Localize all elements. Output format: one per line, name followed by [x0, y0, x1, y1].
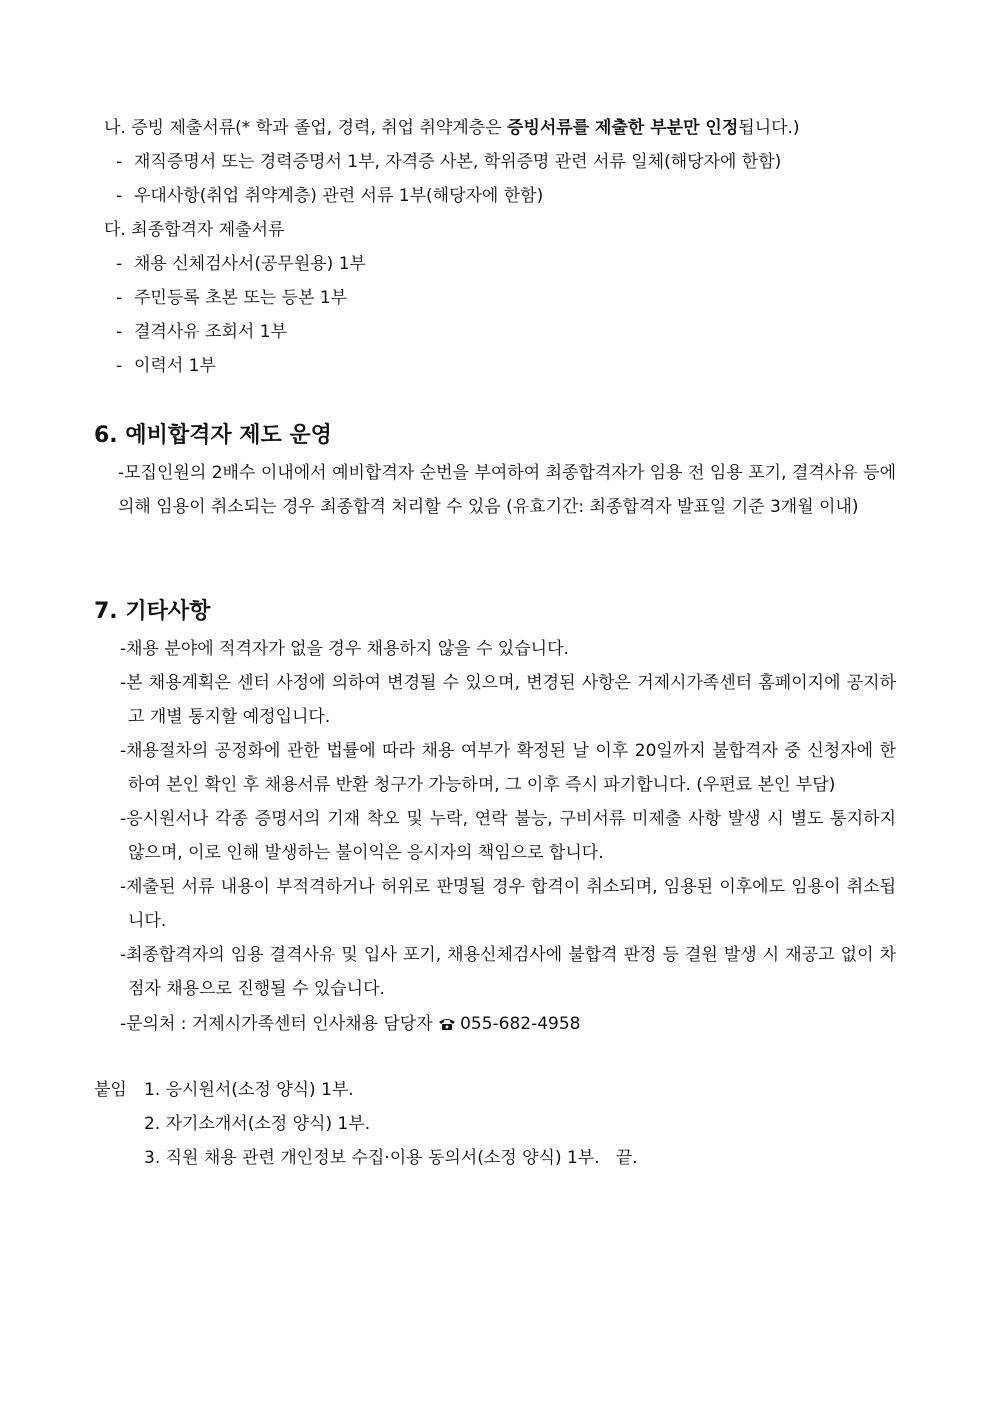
section-7-item: -채용 분야에 적격자가 없을 경우 채용하지 않을 수 있습니다.: [120, 639, 569, 659]
section-7-contact: -문의처 : 거제시가족센터 인사채용 담당자 055-682-4958: [120, 1014, 581, 1034]
attachments-label: 붙임: [94, 1080, 127, 1100]
telephone-icon: [438, 1017, 456, 1031]
section-7-item: -응시원서나 각종 증명서의 기재 착오 및 누락, 연락 불능, 구비서류 미제출 사항 발생 시 별도 통지하지 않으며, 이로 인해 발생하는 불이익은 응시자의 책임으로 합니다.: [120, 809, 896, 863]
section-7-item: -제출된 서류 내용이 부적격하거나 허위로 판명될 경우 합격이 취소되며, 임용된 이후에도 임용이 취소됩니다.: [120, 877, 896, 931]
section-na-label: 나. 증빙 제출서류(* 학과 졸업, 경력, 취업 취약계층은 증빙서류를 제출한 부분만 인정됩니다.): [104, 118, 800, 138]
section-7-item: -채용절차의 공정화에 관한 법률에 따라 채용 여부가 확정된 날 이후 20일까지 불합격자 중 신청자에 한하여 본인 확인 후 채용서류 반환 청구가 가능하며, 그 이후 즉시 파기합니다. (우편료 본인 부담): [120, 741, 896, 795]
section-7-item: -최종합격자의 임용 결격사유 및 입사 포기, 채용신체검사에 불합격 판정 등 결원 발생 시 재공고 없이 차점자 채용으로 진행될 수 있습니다.: [120, 945, 896, 999]
contact-phone: 055-682-4958: [460, 1014, 581, 1034]
section-na-emphasis: 증빙서류를 제출한 부분만 인정: [507, 118, 739, 138]
section-6-body: -모집인원의 2배수 이내에서 예비합격자 순번을 부여하여 최종합격자가 임용 전 임용 포기, 결격사유 등에 의해 임용이 취소되는 경우 최종합격 처리할 수 있음 (유효기간: 최종합격자 발표일 기준 3개월 이내): [118, 463, 896, 517]
attachment-item: 3. 직원 채용 관련 개인정보 수집·이용 동의서(소정 양식) 1부. 끝.: [144, 1148, 638, 1168]
section-7-item: -본 채용계획은 센터 사정에 의하여 변경될 수 있으며, 변경된 사항은 거제시가족센터 홈페이지에 공지하고 개별 통지할 예정입니다.: [120, 673, 896, 727]
section-da-item: - 결격사유 조회서 1부: [116, 322, 287, 342]
section-da-item: - 이력서 1부: [116, 356, 216, 376]
section-na-item: - 재직증명서 또는 경력증명서 1부, 자격증 사본, 학위증명 관련 서류 일체(해당자에 한함): [116, 152, 782, 172]
section-da-item: - 주민등록 초본 또는 등본 1부: [116, 288, 348, 308]
attachment-item: 2. 자기소개서(소정 양식) 1부.: [144, 1114, 371, 1134]
section-da-item: - 채용 신체검사서(공무원용) 1부: [116, 254, 366, 274]
section-7-title: 7. 기타사항: [94, 599, 211, 624]
attachment-item: 1. 응시원서(소정 양식) 1부.: [144, 1080, 354, 1100]
section-na-item: - 우대사항(취업 취약계층) 관련 서류 1부(해당자에 한함): [116, 186, 544, 206]
section-da-label: 다. 최종합격자 제출서류: [104, 220, 285, 240]
section-6-title: 6. 예비합격자 제도 운영: [94, 423, 332, 448]
